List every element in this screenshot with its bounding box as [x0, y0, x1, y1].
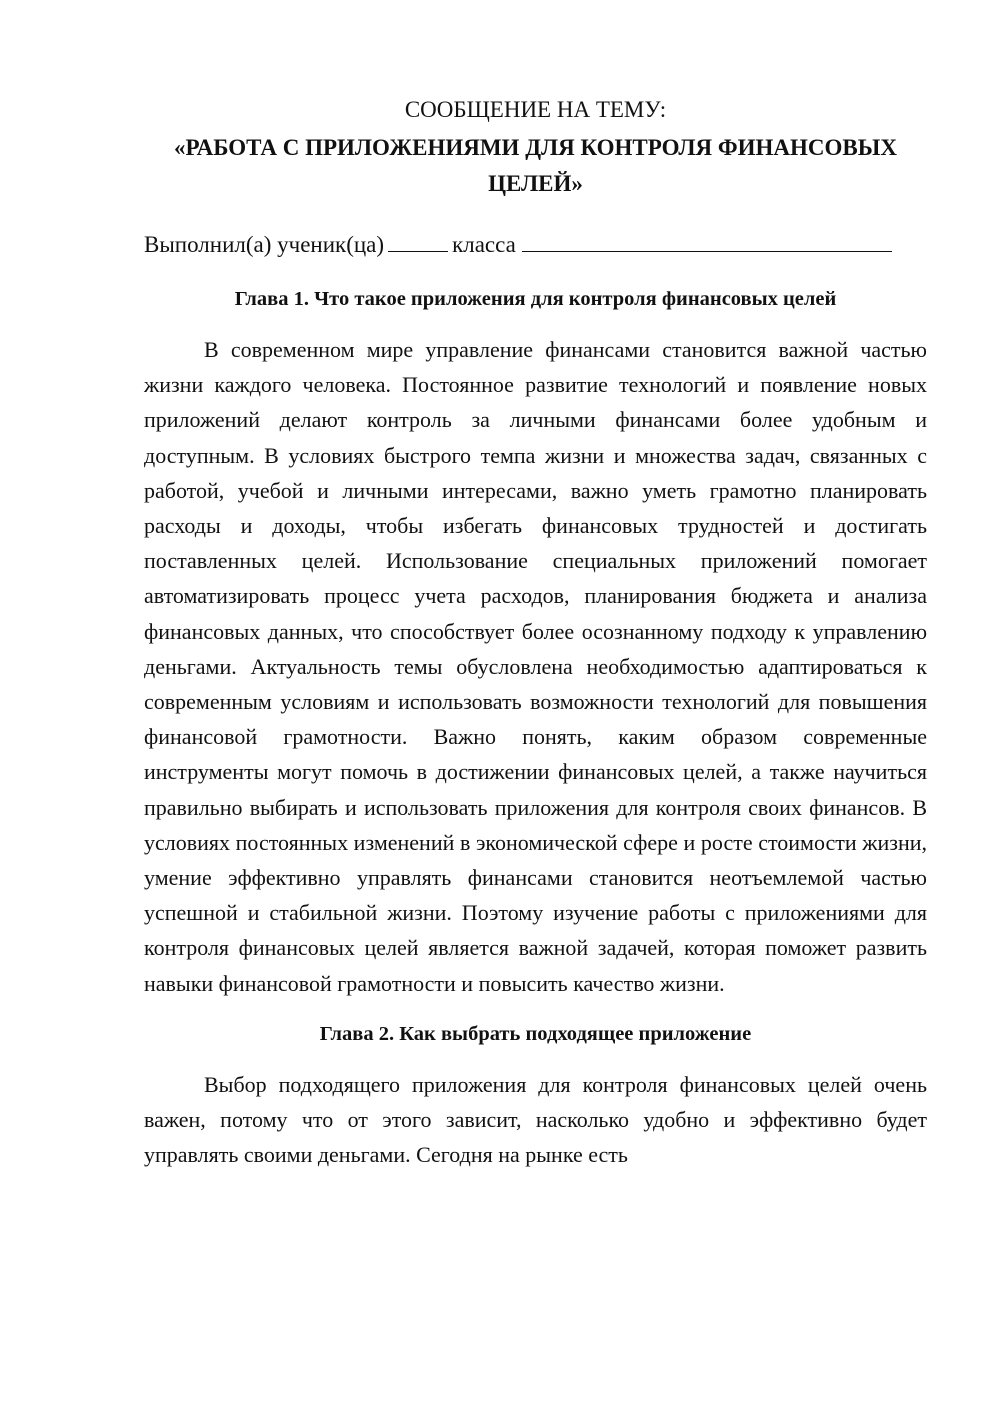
class-number-blank [388, 229, 448, 252]
performed-by-label: Выполнил(а) ученик(ца) [144, 232, 385, 257]
document-title: «РАБОТА С ПРИЛОЖЕНИЯМИ ДЛЯ КОНТРОЛЯ ФИНАНСОВЫХ ЦЕЛЕЙ» [174, 135, 897, 196]
class-label: класса [452, 232, 516, 257]
chapter-2-paragraph: Выбор подходящего приложения для контроля финансовых целей очень важен, потому что от этого зависит, насколько удобно и эффективно будет управлять своими деньгами. Сегодня на рынке есть [144, 1071, 927, 1168]
document-heading: СООБЩЕНИЕ НА ТЕМУ: [404, 97, 667, 122]
chapter-2-title: Глава 2. Как выбрать подходящее приложение [319, 1022, 752, 1045]
chapter-1-title: Глава 1. Что такое приложения для контроля финансовых целей [234, 288, 837, 310]
student-name-blank [522, 229, 892, 252]
chapter-1-paragraph: В современном мире управление финансами становится важной частью жизни каждого человека. Постоянное развитие технологий и появление новых приложений делают контроль за личными финансами более удобным и доступным. В условиях быстрого темпа жизни и множества задач, связанных с работой, учебой и личными интересами, важно уметь грамотно планировать расходы и доходы, чтобы избегать финансовых трудностей и достигать поставленных целей. Использование специальных приложений помогает автоматизировать процесс учета расходов, планирования бюджета и анализа финансовых данных, что способствует более осознанному подходу к управлению деньгами. Актуальность темы обусловлена необходимостью адаптироваться к современным условиям и использовать возможности технологий для повышения финансовой грамотности. Важно понять, каким образом современные инструменты могут помочь в достижении финансовых целей, а также научиться правильно выбирать и использовать приложения для контроля своих финансов. В условиях постоянных изменений в экономической сфере и росте стоимости жизни, умение эффективно управлять финансами становится неотъемлемой частью успешной и стабильной жизни. Поэтому изучение работы с приложениями для контроля финансовых целей является важной задачей, которая поможет развить навыки финансовой грамотности и повысить качество жизни. [144, 337, 927, 996]
document-body [144, 92, 927, 1172]
author-line [144, 227, 927, 262]
